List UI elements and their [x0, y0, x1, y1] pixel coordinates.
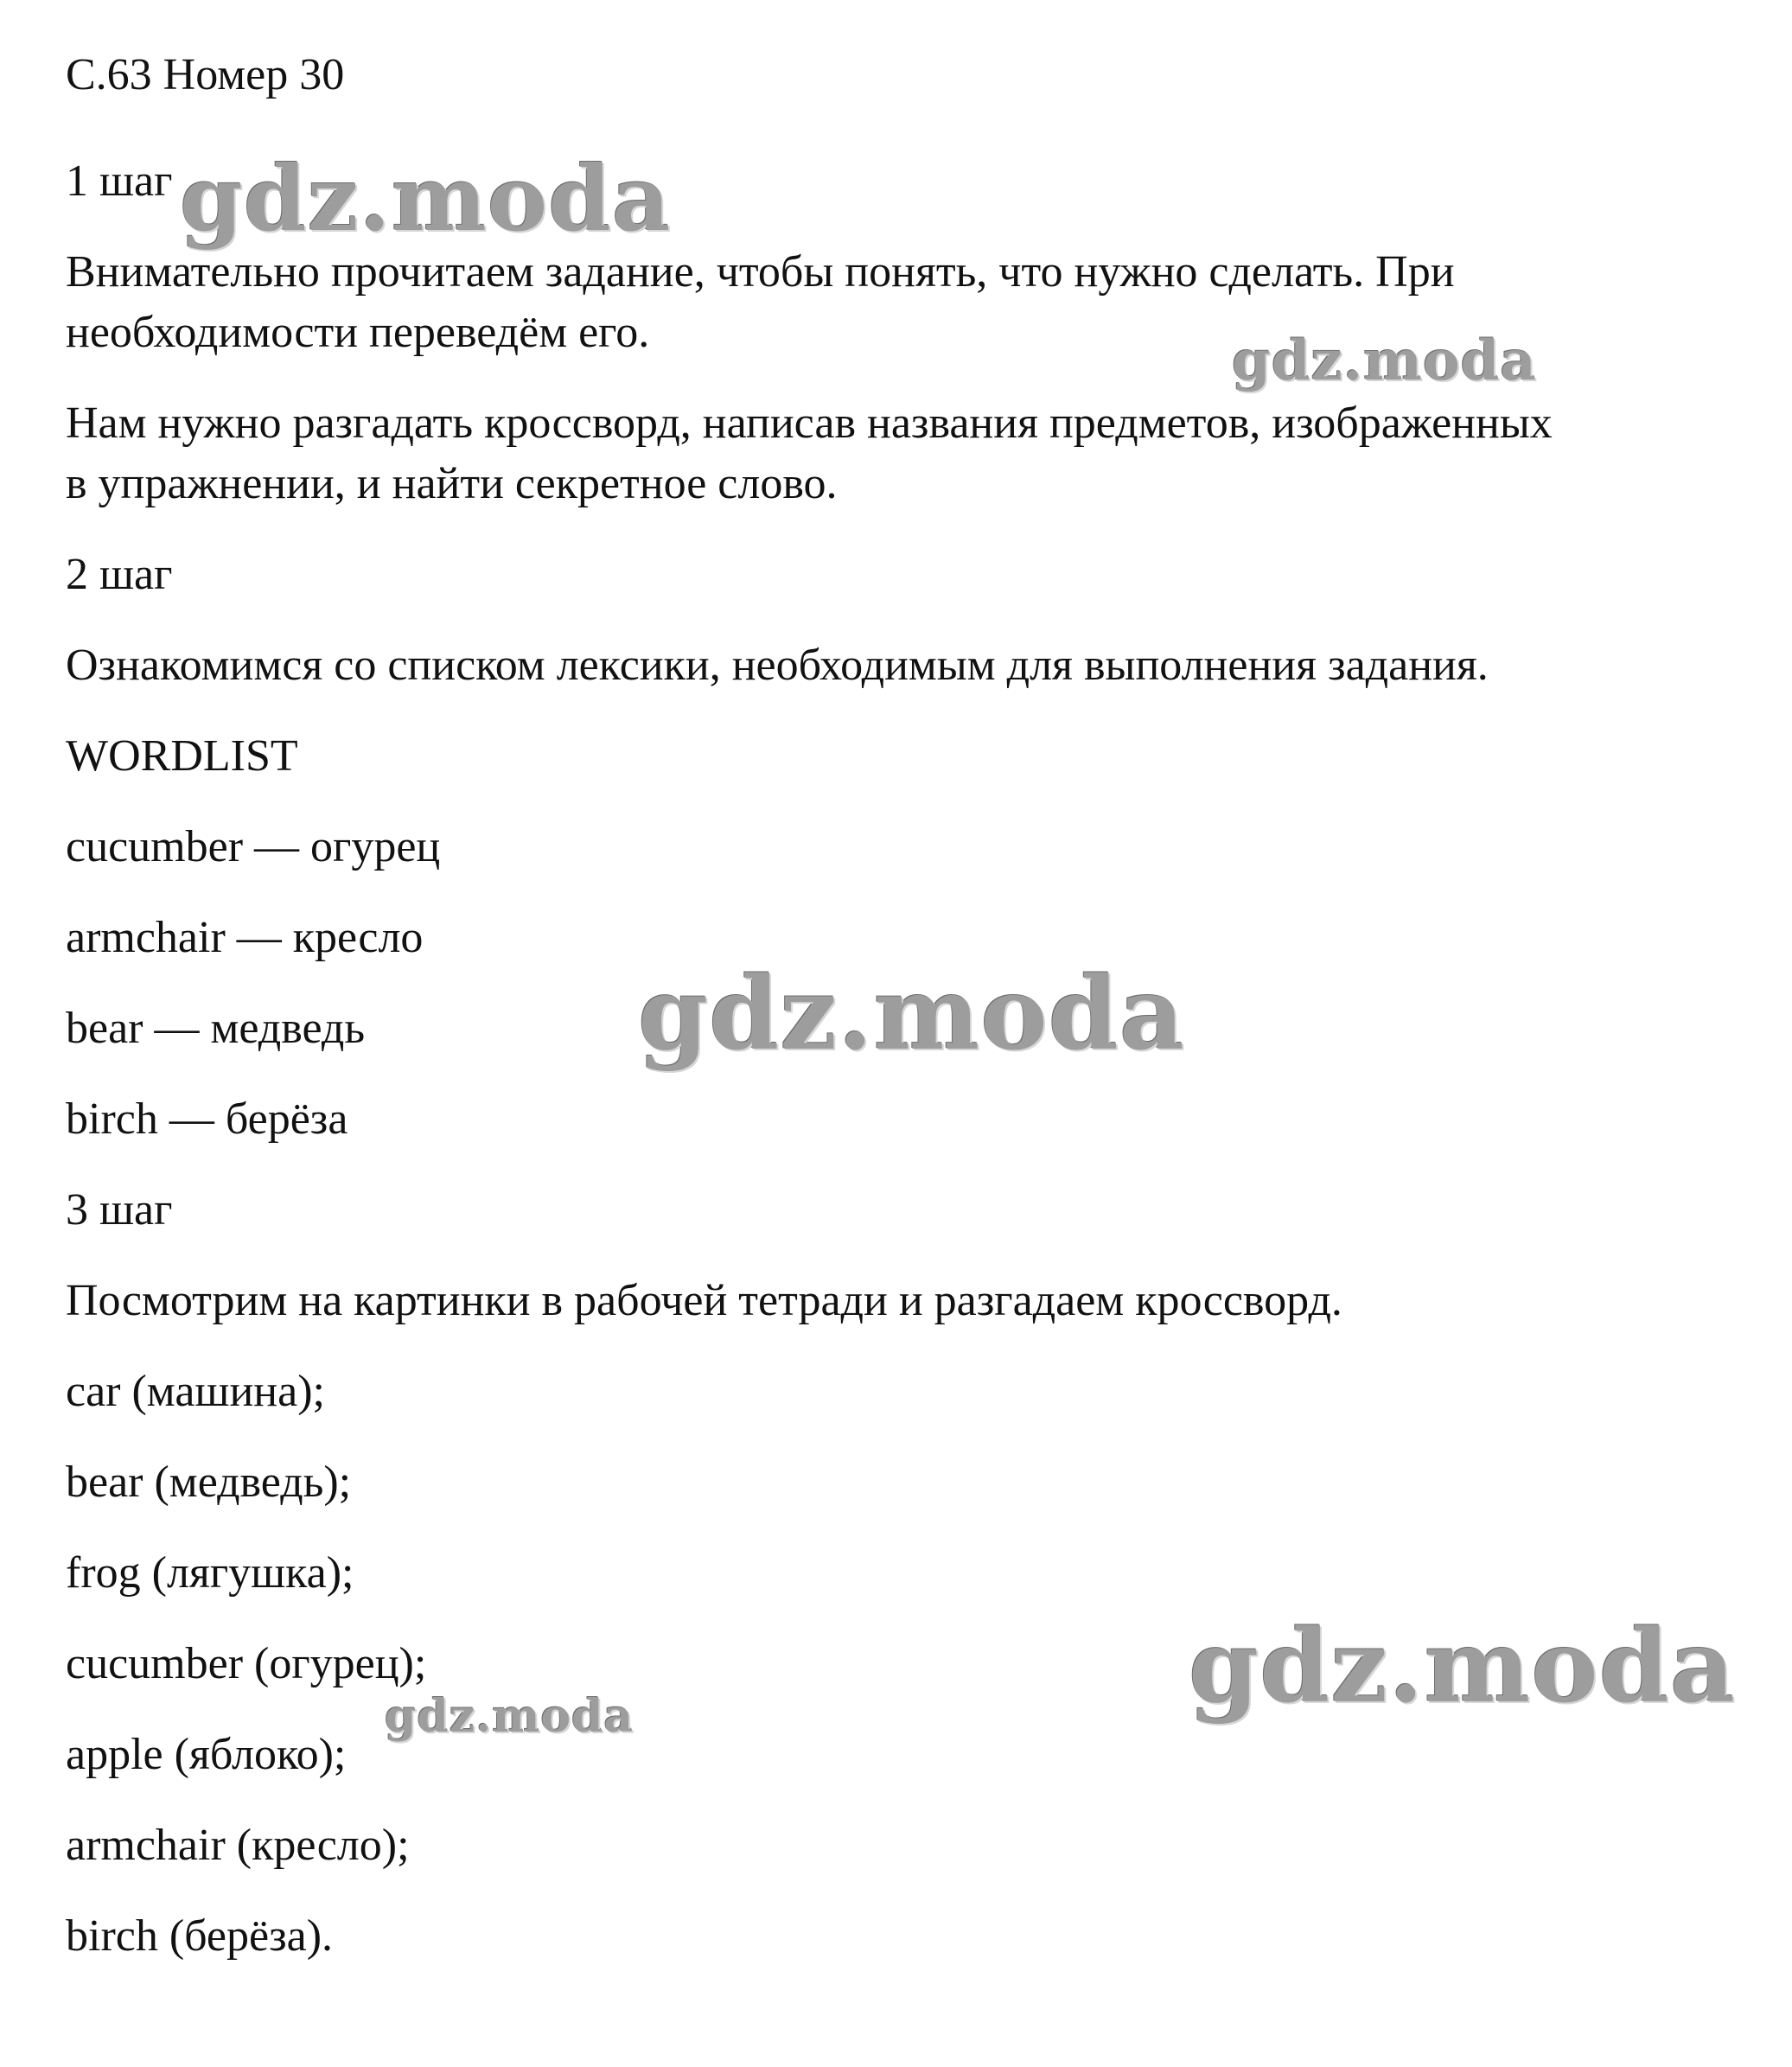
step-1-text-line-3: Нам нужно разгадать кроссворд, написав названия предметов, изображенных: [66, 399, 1553, 448]
watermark: gdz.moda: [638, 955, 1185, 1073]
answer-item: birch (берёза).: [66, 1911, 334, 1961]
step-2-text-line-1: Ознакомимся со списком лексики, необходимым для выполнения задания.: [66, 641, 1489, 690]
wordlist-item: cucumber — огурец: [66, 822, 441, 871]
step-2-label: 2 шаг: [66, 550, 173, 599]
wordlist-item: bear — медведь: [66, 1004, 366, 1053]
wordlist-item: armchair — кресло: [66, 913, 424, 962]
answer-item: frog (лягушка);: [66, 1548, 354, 1598]
watermark: gdz.moda: [180, 145, 672, 252]
step-3-label: 3 шаг: [66, 1185, 173, 1234]
answer-item: cucumber (огурец);: [66, 1639, 427, 1688]
page-header: С.63 Номер 30: [66, 50, 345, 99]
step-1-text-line-4: в упражнении, и найти секретное слово.: [66, 459, 838, 508]
answer-item: armchair (кресло);: [66, 1821, 410, 1870]
wordlist-item: birch — берёза: [66, 1094, 348, 1144]
step-1-label: 1 шаг: [66, 156, 173, 206]
wordlist-title: WORDLIST: [66, 731, 298, 781]
watermark: gdz.moda: [385, 1690, 635, 1743]
watermark: gdz.moda: [1232, 329, 1537, 393]
answer-item: car (машина);: [66, 1367, 325, 1416]
step-1-text-line-1: Внимательно прочитаем задание, чтобы понять, что нужно сделать. При: [66, 247, 1455, 297]
step-3-text-line-1: Посмотрим на картинки в рабочей тетради и разгадаем кроссворд.: [66, 1276, 1342, 1325]
step-1-text-line-2: необходимости переведём его.: [66, 308, 650, 357]
watermark: gdz.moda: [1189, 1608, 1736, 1726]
answer-item: apple (яблоко);: [66, 1730, 347, 1779]
answer-item: bear (медведь);: [66, 1458, 352, 1507]
